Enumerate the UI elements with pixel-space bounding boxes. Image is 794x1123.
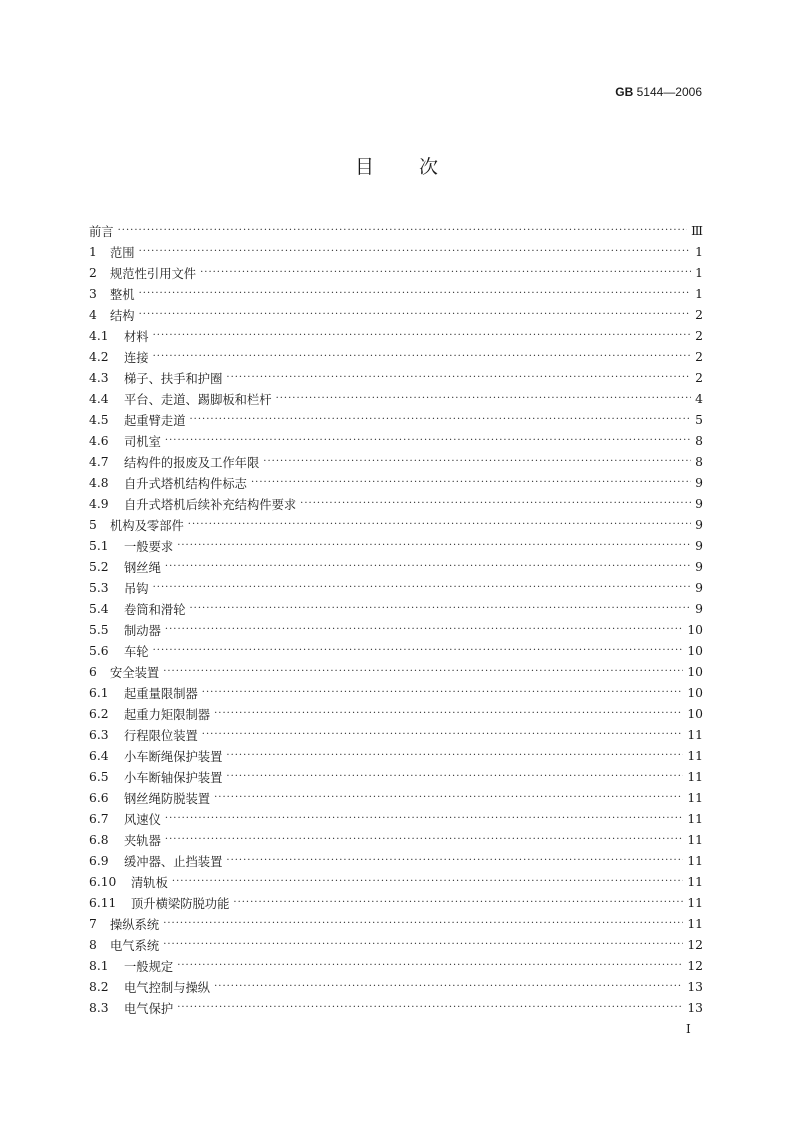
toc-entry-number: 4.3 [89, 370, 109, 385]
toc-entry-title: 小车断绳保护装置 [124, 749, 223, 764]
toc-entry[interactable] [89, 346, 703, 367]
toc-entry-page: 11 [687, 811, 703, 826]
toc-entry-number: 5.5 [89, 622, 109, 637]
toc-entry-title: 自升式塔机后续补充结构件要求 [124, 497, 297, 512]
toc-entry-number: 6.4 [89, 748, 109, 763]
toc-entry-page: 11 [687, 853, 703, 868]
toc-entry-number: 8.1 [89, 958, 109, 973]
toc-entry[interactable] [89, 535, 703, 556]
toc-leader-dots [177, 959, 683, 973]
page-number: I [686, 1022, 691, 1036]
table-of-contents [89, 220, 703, 1018]
toc-entry-page: 12 [687, 958, 703, 973]
toc-leader-dots [165, 812, 683, 826]
toc-entry-number: 6 [89, 664, 97, 679]
page-title [0, 152, 794, 179]
toc-entry-number: 6.7 [89, 811, 109, 826]
toc-entry-number: 6.11 [89, 895, 117, 910]
toc-entry-number: 6.8 [89, 832, 109, 847]
toc-leader-dots [190, 413, 692, 427]
toc-entry-page: 2 [695, 307, 703, 322]
toc-entry-page: 13 [687, 979, 703, 994]
toc-leader-dots [177, 539, 691, 553]
toc-entry-number: 5.6 [89, 643, 109, 658]
toc-entry-title: 卷筒和滑轮 [124, 602, 186, 617]
toc-leader-dots [165, 560, 691, 574]
toc-entry-title: 起重量限制器 [124, 686, 198, 701]
toc-entry[interactable] [89, 871, 703, 892]
toc-entry[interactable] [89, 598, 703, 619]
toc-entry[interactable] [89, 787, 703, 808]
toc-entry-page: 11 [687, 874, 703, 889]
toc-entry[interactable] [89, 241, 703, 262]
toc-entry-page: 11 [687, 727, 703, 742]
toc-entry-number: 4.1 [89, 328, 109, 343]
toc-entry-title: 夹轨器 [124, 833, 161, 848]
toc-entry-page: 9 [695, 601, 703, 616]
toc-entry-title: 前言 [89, 224, 114, 239]
toc-entry[interactable] [89, 304, 703, 325]
title-char-2: 次 [419, 156, 440, 178]
toc-entry-page: 13 [687, 1000, 703, 1015]
toc-entry-number: 5.4 [89, 601, 109, 616]
toc-entry-number: 7 [89, 916, 97, 931]
toc-entry-number: 1 [89, 244, 97, 259]
toc-leader-dots [172, 875, 683, 889]
toc-entry[interactable] [89, 493, 703, 514]
toc-entry-number: 4.5 [89, 412, 109, 427]
toc-entry-title: 安全装置 [110, 665, 160, 680]
toc-entry-title: 自升式塔机结构件标志 [124, 476, 247, 491]
toc-entry-number: 8 [89, 937, 97, 952]
toc-entry-page: 2 [695, 349, 703, 364]
toc-entry[interactable] [89, 913, 703, 934]
toc-entry[interactable] [89, 556, 703, 577]
toc-leader-dots [118, 224, 688, 238]
toc-leader-dots [226, 854, 683, 868]
toc-entry[interactable] [89, 829, 703, 850]
toc-leader-dots [202, 686, 684, 700]
toc-entry-number: 5.1 [89, 538, 109, 553]
standard-number [615, 85, 702, 99]
toc-entry-title: 司机室 [124, 434, 161, 449]
toc-leader-dots [300, 497, 691, 511]
toc-entry[interactable] [89, 514, 703, 535]
toc-entry[interactable] [89, 997, 703, 1018]
toc-entry[interactable] [89, 955, 703, 976]
toc-entry-page: 11 [687, 895, 703, 910]
toc-entry-title: 吊钩 [124, 581, 149, 596]
toc-entry-page: 2 [695, 328, 703, 343]
toc-entry-page: 9 [695, 517, 703, 532]
toc-leader-dots [226, 770, 683, 784]
toc-entry-page: 9 [695, 538, 703, 553]
toc-entry-page: 11 [687, 790, 703, 805]
toc-entry[interactable] [89, 892, 703, 913]
toc-entry-page: 11 [687, 769, 703, 784]
toc-entry[interactable] [89, 262, 703, 283]
toc-entry-title: 电气保护 [124, 1001, 174, 1016]
toc-leader-dots [214, 707, 683, 721]
toc-entry-page: 1 [695, 286, 703, 301]
toc-leader-dots [177, 1001, 683, 1015]
toc-entry-page: 4 [695, 391, 703, 406]
toc-entry-title: 风速仪 [124, 812, 161, 827]
toc-entry[interactable] [89, 808, 703, 829]
toc-entry[interactable] [89, 283, 703, 304]
toc-entry-page: 10 [687, 643, 703, 658]
toc-entry[interactable] [89, 472, 703, 493]
toc-entry[interactable] [89, 703, 703, 724]
toc-entry[interactable] [89, 850, 703, 871]
toc-entry[interactable] [89, 367, 703, 388]
toc-leader-dots [202, 728, 684, 742]
toc-entry-title: 整机 [110, 287, 135, 302]
toc-entry-page: 2 [695, 370, 703, 385]
toc-entry-title: 钢丝绳 [124, 560, 161, 575]
toc-entry-number: 3 [89, 286, 97, 301]
toc-leader-dots [153, 329, 691, 343]
toc-entry-title: 平台、走道、踢脚板和栏杆 [124, 392, 272, 407]
toc-entry-title: 梯子、扶手和护圈 [124, 371, 223, 386]
toc-entry[interactable] [89, 451, 703, 472]
toc-entry-page: 8 [695, 433, 703, 448]
toc-entry-title: 规范性引用文件 [110, 266, 197, 281]
toc-entry-title: 范围 [110, 245, 135, 260]
toc-entry-title: 一般要求 [124, 539, 174, 554]
toc-entry-number: 4.8 [89, 475, 109, 490]
toc-leader-dots [200, 266, 691, 280]
toc-entry-number: 6.9 [89, 853, 109, 868]
toc-entry-title: 小车断轴保护装置 [124, 770, 223, 785]
toc-entry[interactable] [89, 976, 703, 997]
toc-entry-page: 9 [695, 475, 703, 490]
toc-leader-dots [165, 434, 691, 448]
toc-leader-dots [214, 980, 683, 994]
toc-entry[interactable] [89, 409, 703, 430]
toc-entry-page: 10 [687, 685, 703, 700]
toc-entry-title: 起重臂走道 [124, 413, 186, 428]
toc-entry-number: 6.10 [89, 874, 117, 889]
toc-entry[interactable] [89, 766, 703, 787]
toc-entry[interactable] [89, 934, 703, 955]
toc-entry-title: 一般规定 [124, 959, 174, 974]
toc-leader-dots [163, 665, 683, 679]
toc-entry-number: 6.5 [89, 769, 109, 784]
toc-entry[interactable] [89, 619, 703, 640]
toc-entry-page: Ⅲ [691, 223, 703, 238]
toc-leader-dots [139, 308, 691, 322]
toc-leader-dots [190, 602, 692, 616]
toc-entry[interactable] [89, 388, 703, 409]
toc-leader-dots [163, 938, 683, 952]
toc-entry-page: 11 [687, 748, 703, 763]
toc-entry-title: 清轨板 [131, 875, 168, 890]
toc-entry-number: 5.3 [89, 580, 109, 595]
toc-entry-page: 11 [687, 832, 703, 847]
toc-leader-dots [188, 518, 691, 532]
toc-entry-number: 8.2 [89, 979, 109, 994]
toc-entry-page: 1 [695, 265, 703, 280]
toc-entry-title: 结构件的报废及工作年限 [124, 455, 260, 470]
toc-entry-title: 材料 [124, 329, 149, 344]
toc-entry-page: 12 [687, 937, 703, 952]
toc-entry[interactable] [89, 640, 703, 661]
toc-entry[interactable] [89, 724, 703, 745]
toc-leader-dots [263, 455, 691, 469]
toc-entry-page: 5 [695, 412, 703, 427]
toc-leader-dots [226, 371, 691, 385]
toc-entry-number: 4.4 [89, 391, 109, 406]
toc-entry-page: 9 [695, 559, 703, 574]
toc-entry[interactable] [89, 745, 703, 766]
toc-entry-number: 4.7 [89, 454, 109, 469]
toc-entry-number: 4.2 [89, 349, 109, 364]
toc-entry-title: 电气系统 [110, 938, 160, 953]
toc-leader-dots [226, 749, 683, 763]
toc-leader-dots [276, 392, 691, 406]
toc-leader-dots [153, 644, 684, 658]
standard-prefix: GB [615, 85, 634, 99]
toc-entry-page: 10 [687, 622, 703, 637]
toc-entry-title: 顶升横梁防脱功能 [131, 896, 230, 911]
toc-entry-page: 1 [695, 244, 703, 259]
toc-entry-number: 6.6 [89, 790, 109, 805]
title-char-1: 目 [354, 156, 375, 178]
toc-entry-page: 10 [687, 664, 703, 679]
toc-entry-page: 11 [687, 916, 703, 931]
toc-leader-dots [165, 623, 683, 637]
toc-entry-title: 车轮 [124, 644, 149, 659]
toc-leader-dots [153, 581, 691, 595]
toc-entry-page: 8 [695, 454, 703, 469]
toc-leader-dots [139, 287, 691, 301]
toc-entry-number: 4.9 [89, 496, 109, 511]
toc-leader-dots [139, 245, 691, 259]
toc-entry-page: 10 [687, 706, 703, 721]
toc-entry-title: 机构及零部件 [110, 518, 184, 533]
toc-entry-number: 6.2 [89, 706, 109, 721]
toc-entry-number: 2 [89, 265, 97, 280]
toc-entry-title: 连接 [124, 350, 149, 365]
toc-entry-title: 起重力矩限制器 [124, 707, 211, 722]
toc-entry-title: 操纵系统 [110, 917, 160, 932]
toc-leader-dots [233, 896, 683, 910]
standard-code: 5144—2006 [636, 85, 702, 99]
toc-leader-dots [163, 917, 683, 931]
toc-entry-page: 9 [695, 496, 703, 511]
toc-entry[interactable] [89, 661, 703, 682]
toc-leader-dots [153, 350, 691, 364]
toc-entry[interactable] [89, 682, 703, 703]
toc-entry-title: 电气控制与操纵 [124, 980, 211, 995]
toc-entry[interactable] [89, 325, 703, 346]
toc-entry-number: 5 [89, 517, 97, 532]
toc-entry-title: 行程限位装置 [124, 728, 198, 743]
toc-leader-dots [165, 833, 683, 847]
toc-entry-page: 9 [695, 580, 703, 595]
toc-entry-title: 制动器 [124, 623, 161, 638]
toc-entry-number: 6.3 [89, 727, 109, 742]
toc-entry[interactable] [89, 577, 703, 598]
toc-entry[interactable] [89, 430, 703, 451]
toc-entry-number: 4 [89, 307, 97, 322]
toc-entry-number: 4.6 [89, 433, 109, 448]
toc-entry[interactable] [89, 220, 703, 241]
toc-leader-dots [251, 476, 691, 490]
toc-entry-number: 5.2 [89, 559, 109, 574]
toc-entry-title: 结构 [110, 308, 135, 323]
toc-entry-title: 钢丝绳防脱装置 [124, 791, 211, 806]
toc-entry-number: 8.3 [89, 1000, 109, 1015]
toc-leader-dots [214, 791, 683, 805]
toc-entry-number: 6.1 [89, 685, 109, 700]
toc-entry-title: 缓冲器、止挡装置 [124, 854, 223, 869]
